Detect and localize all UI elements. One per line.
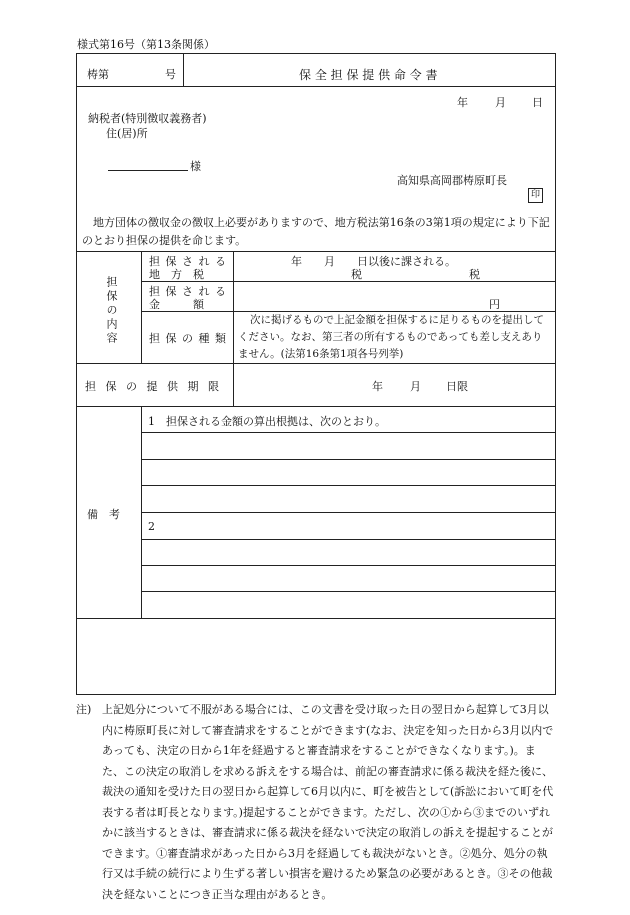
tax-name-b: 税 <box>469 268 480 281</box>
period-deadline: 日限 <box>446 380 468 393</box>
form-number: 様式第16号（第13条関係） <box>77 38 215 51</box>
notes-mark: 注) <box>76 703 92 716</box>
date-day: 日 <box>532 96 543 109</box>
tax-date-text: 年 月 日以後に課される。 <box>291 255 456 268</box>
date-month: 月 <box>495 96 506 109</box>
address-label: 住(居)所 <box>106 127 148 140</box>
remarks-bottom-line <box>77 618 555 619</box>
type-text: 次に掲げるもので上記金額を担保するに足りるものを提出してください。なお、第三者の所有するものであっても差し支えありません。(法第16条第1項各号列挙) <box>238 314 544 360</box>
type-label: 担 保 の 種 類 <box>149 332 227 345</box>
issuer-name: 高知県高岡郡梼原町長 <box>397 174 507 187</box>
form-frame <box>76 53 556 695</box>
remarks-line-3 <box>141 485 555 486</box>
period-bottom-line <box>77 406 555 407</box>
remarks-line-2 <box>141 459 555 460</box>
period-year: 年 <box>372 380 383 393</box>
header-line <box>77 86 555 87</box>
doc-number-suffix: 号 <box>165 68 176 81</box>
amount-label-2: 金 額 <box>149 298 204 311</box>
notes-text: 上記処分について不服がある場合には、この文書を受け取った日の翌日から起算して3月以内に梼原町長に対して審査請求をすることができます(なお、決定を知った日から3月以内であっても、決定の日から1年を経過すると審査請求をすることができなくなります。)。また、この決定の取消しを求める訴えをする場合は、前記の審査請求に係る裁決を経た後に、裁決の通知を受けた日の翌日から起算して6月以内に、町を被告として(訴訟において町を代表する者は町長となります。)提起することができます。ただし、次の①から③までのいずれかに該当するときは、審査請求に係る裁決を経ないで決定の取消しの訴えを提起することができます。①審査請求があった日から3月を経過しても裁決がないとき。②処分、処分の執行又は手続の続行により生ずる著しい損害を避けるため緊急の必要があるとき。③その他裁決を経ないことにつき正当な理由があるとき。 <box>102 703 554 901</box>
remarks-line-5 <box>141 539 555 540</box>
remarks-item-2: 2 <box>148 520 155 533</box>
recipient-honorific: 様 <box>190 160 201 173</box>
recipient-name-line <box>108 170 188 171</box>
appeal-notes <box>76 700 554 905</box>
header-divider <box>183 54 184 86</box>
tax-label-2: 地 方 税 <box>149 268 204 281</box>
intro-text: 地方団体の徴収金の徴収上必要がありますので、地方税法第16条の3第1項の規定により下記のとおり担保の提供を命じます。 <box>82 216 550 247</box>
section-label-collateral: 担保の内容 <box>105 276 118 346</box>
taxpayer-label: 納税者(特別徴収義務者) <box>88 112 207 125</box>
remarks-line-7 <box>141 591 555 592</box>
period-label: 担保の提供期限 <box>85 380 229 393</box>
tax-label-1: 担 保 さ れ る <box>149 255 227 268</box>
document-title: 保 全 担 保 提 供 命 令 書 <box>299 68 438 82</box>
amount-unit: 円 <box>489 298 500 311</box>
remarks-line-6 <box>141 565 555 566</box>
label-value-divider <box>233 251 234 363</box>
period-divider <box>233 363 234 406</box>
content-bottom-line <box>77 363 555 364</box>
remarks-line-1 <box>141 432 555 433</box>
remarks-item-1: 1 担保される金額の算出根拠は、次のとおり。 <box>148 415 386 428</box>
content-top-line <box>77 251 555 252</box>
seal-mark: 印 <box>528 188 543 203</box>
date-year: 年 <box>457 96 468 109</box>
tax-row-line <box>141 281 555 282</box>
doc-number-prefix: 梼第 <box>87 68 109 81</box>
remarks-line-4 <box>141 512 555 513</box>
section-divider <box>141 251 142 363</box>
period-month: 月 <box>410 380 421 393</box>
tax-name-a: 税 <box>351 268 362 281</box>
remarks-label: 備 考 <box>87 508 120 521</box>
amount-label-1: 担 保 さ れ る <box>149 285 227 298</box>
